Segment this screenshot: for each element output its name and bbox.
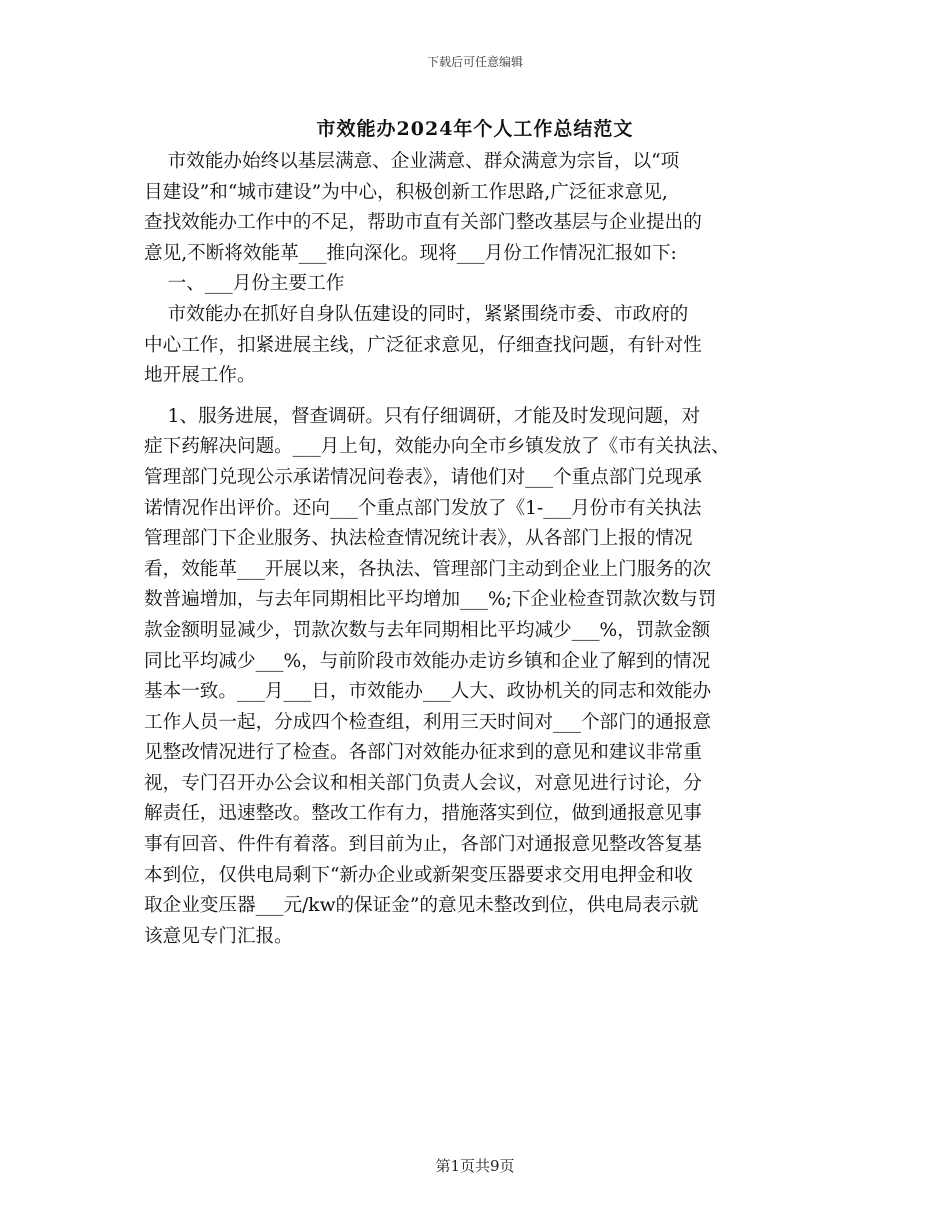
paragraph-line: 同比平均减少___%，与前阶段市效能办走访乡镇和企业了解到的情况 [144,650,711,672]
paragraph-line: 看，效能革___开展以来，各执法、管理部门主动到企业上门服务的次 [144,558,712,580]
page-number: 第1页共9页 [435,1157,515,1175]
document-title: 市效能办2024年个人工作总结范文 [316,118,634,140]
document-body [144,147,809,952]
paragraph-line: 意见,不断将效能革___推向深化。现将___月份工作情况汇报如下: [144,242,677,264]
paragraph-line: 数普遍增加，与去年同期相比平均增加___%;下企业检查罚款次数与罚 [144,589,717,611]
paragraph-line: 工作人员一起，分成四个检查组，利用三天时间对___个部门的通报意 [144,711,712,733]
paragraph-line: 地开展工作。 [144,365,256,387]
paragraph-line: 1、服务进展，督查调研。只有仔细调研，才能及时发现问题，对 [144,405,701,427]
paragraph-line: 市效能办始终以基层满意、企业满意、群众满意为宗旨，以“项 [144,151,680,172]
paragraph-line: 本到位，仅供电局剩下“新办企业或新架变压器要求交用电押金和收 [144,864,693,886]
paragraph-line: 市效能办在抓好自身队伍建设的同时，紧紧围绕市委、市政府的 [144,303,689,325]
paragraph-line: 管理部门兑现公示承诺情况问卷表》，请他们对___个重点部门兑现承 [144,466,702,488]
paragraph-line: 诺情况作出评价。还向___个重点部门发放了《1-___月份市有关执法 [144,497,702,519]
paragraph-line: 中心工作，扣紧进展主线，广泛征求意见，仔细查找问题，有针对性 [144,334,702,356]
paragraph-line: 款金额明显减少，罚款次数与去年同期相比平均减少___%，罚款金额 [144,619,711,641]
paragraph-line: 见整改情况进行了检查。各部门对效能办征求到的意见和建议非常重 [144,742,702,764]
paragraph-line: 目建设”和“城市建设”为中心，积极创新工作思路,广泛征求意见, [144,181,668,203]
paragraph-line: 解责任，迅速整改。整改工作有力，措施落实到位，做到通报意见事 [144,803,702,825]
paragraph-line: 查找效能办工作中的不足，帮助市直有关部门整改基层与企业提出的 [144,212,702,234]
paragraph-line: 基本一致。___月___日，市效能办___人大、政协机关的同志和效能办 [144,681,712,703]
download-note: 下载后可任意编辑 [426,55,523,69]
paragraph-line: 取企业变压器___元/kw的保证金”的意见未整改到位，供电局表示就 [144,895,699,917]
paragraph-line: 事有回音、件件有着落。到目前为止，各部门对通报意见整改答复基 [144,834,702,856]
paragraph-line: 管理部门下企业服务、执法检查情况统计表》，从各部门上报的情况 [144,528,693,550]
paragraph-line: 该意见专门汇报。 [144,925,293,947]
paragraph-line: 症下药解决问题。___月上旬，效能办向全市乡镇发放了《市有关执法、 [144,436,730,458]
paragraph-line: 视，专门召开办公会议和相关部门负责人会议，对意见进行讨论，分 [144,772,702,794]
paragraph-line: 一、___月份主要工作 [144,273,345,295]
